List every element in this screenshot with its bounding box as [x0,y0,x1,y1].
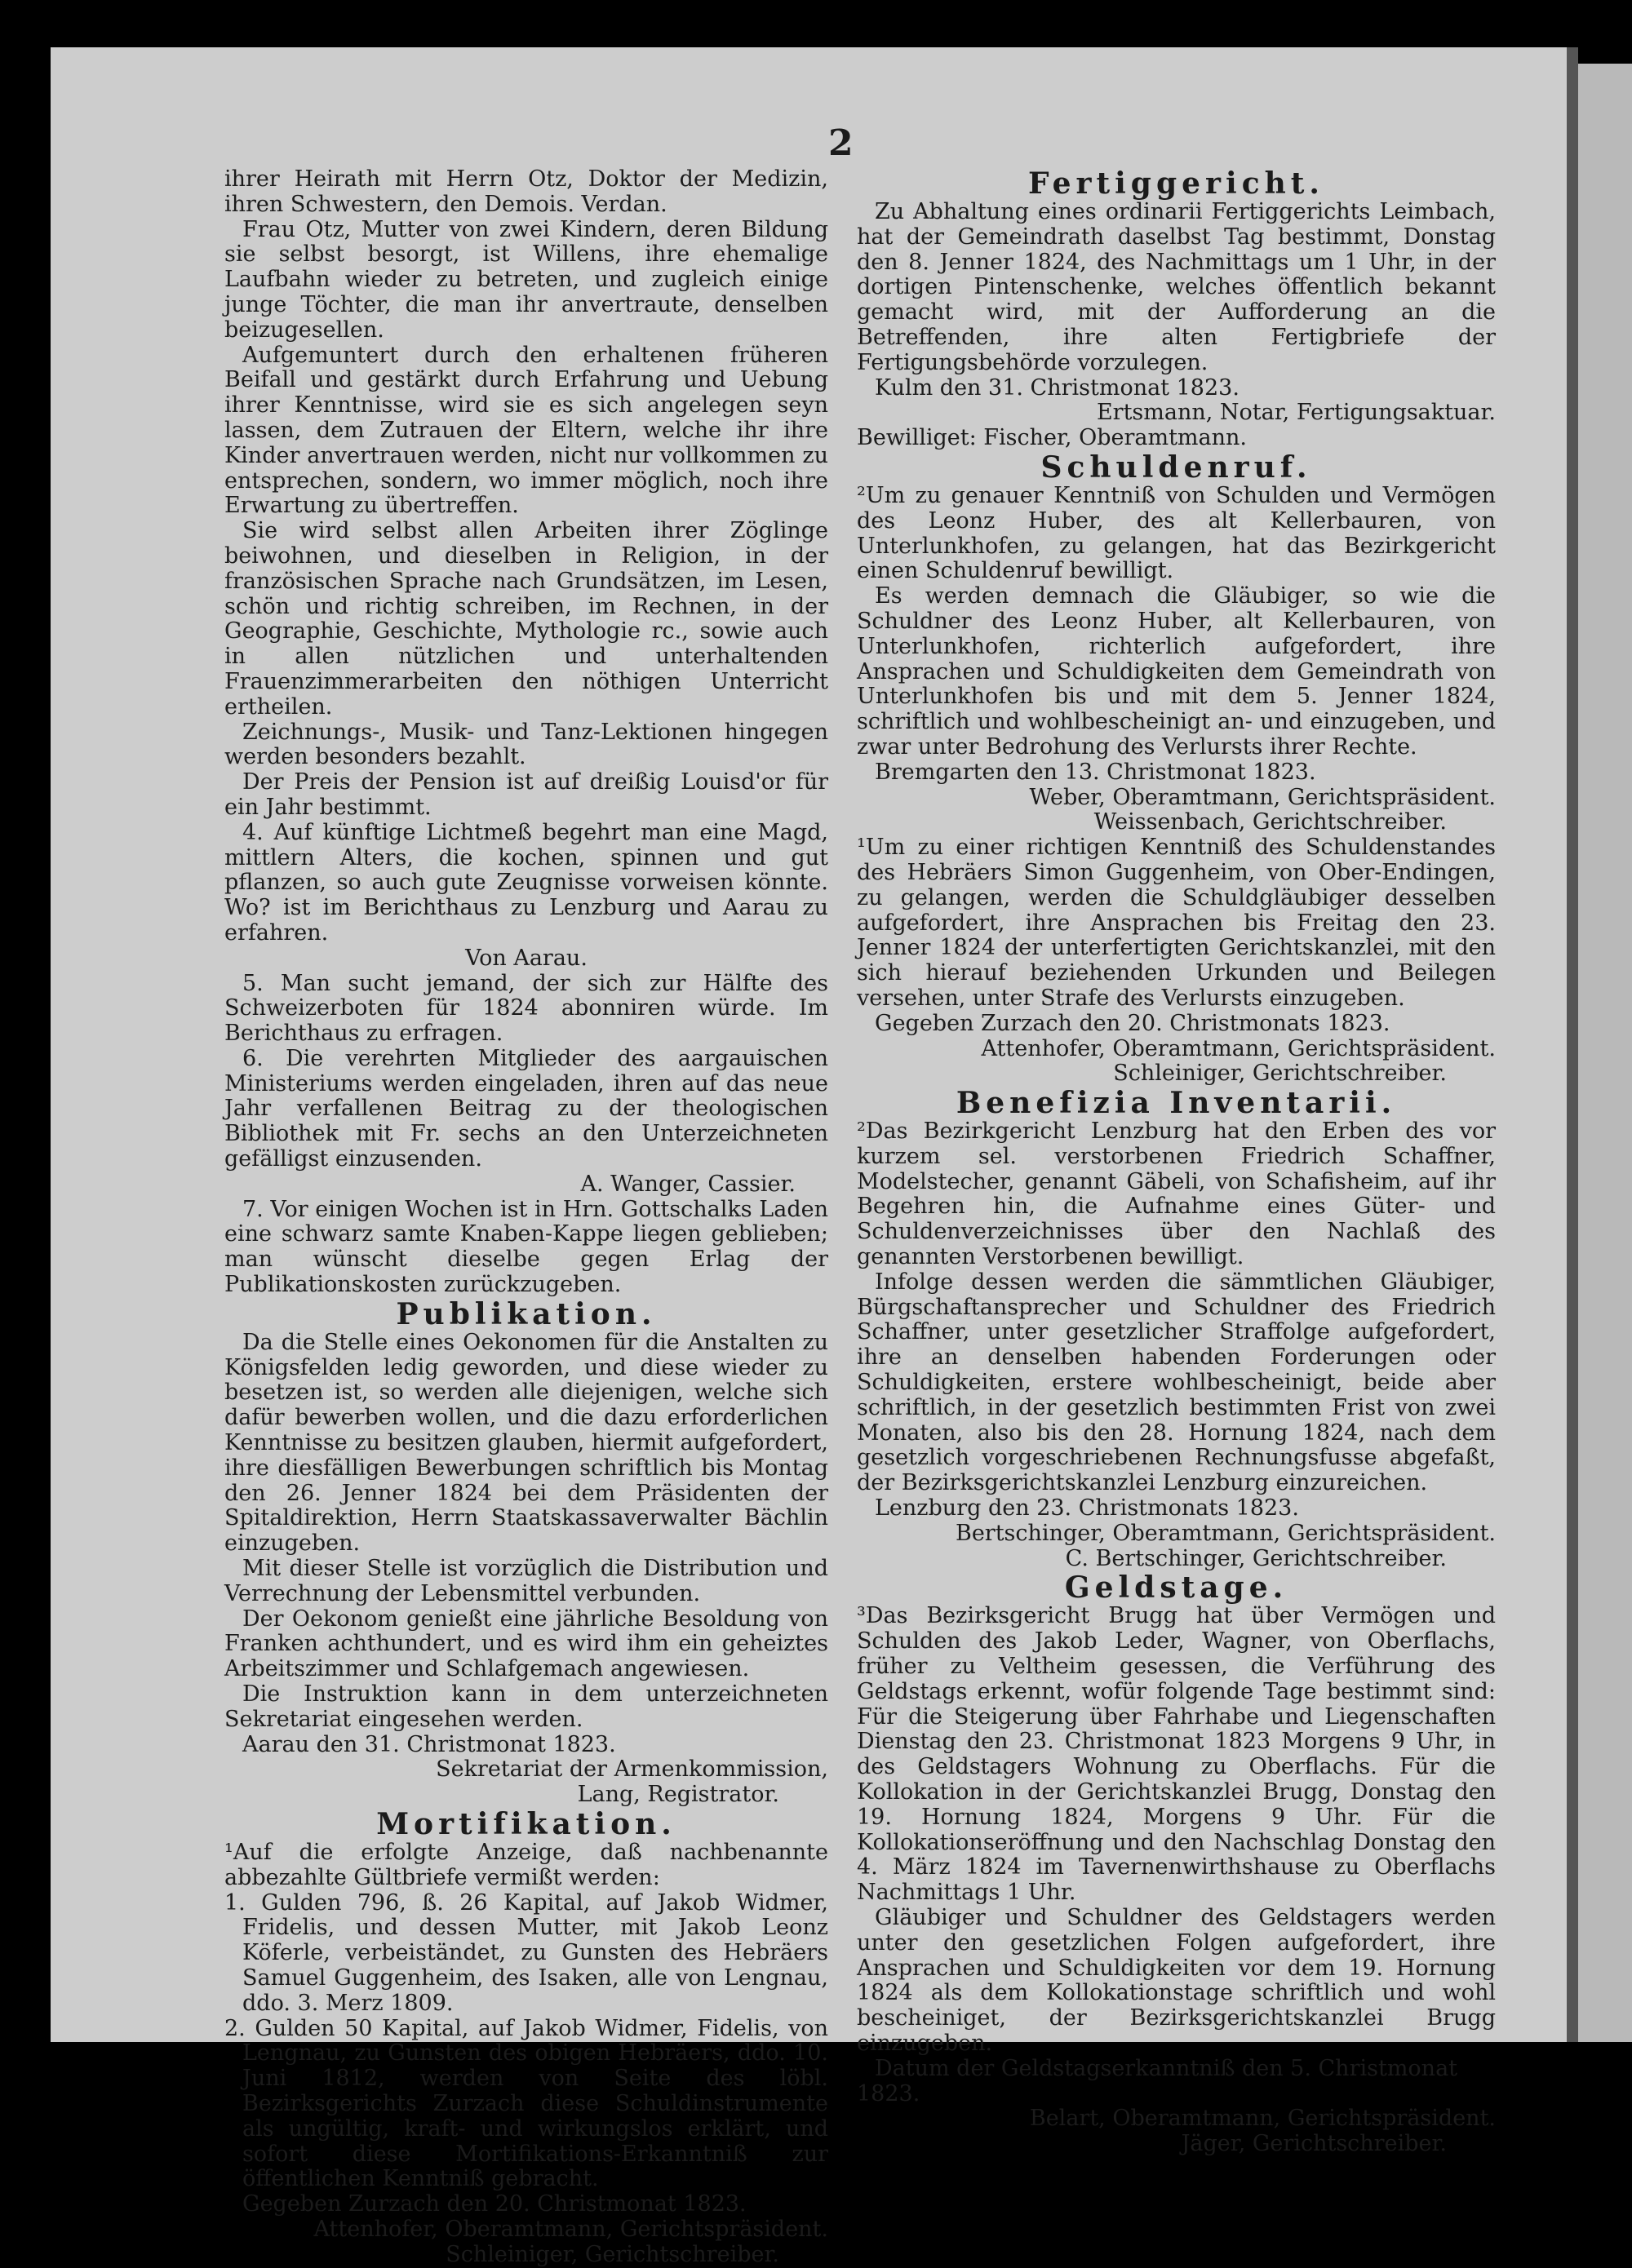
paragraph: ²Um zu genauer Kenntniß von Schulden und Vermögen des Leonz Huber, des alt Kellerbauren, von Unterlunkhofen, zu gelangen, hat das Bezirkgericht einen Schuldenruf bewilligt. [857,482,1496,584]
date-line: Kulm den 31. Christmonat 1823. [875,374,1240,401]
paragraph: ihrer Heirath mit Herrn Otz, Doktor der Medizin, ihren Schwestern, den Demois. Verdan. [224,166,828,217]
adjacent-page-edge [1578,64,1632,2042]
paragraph: Gläubiger und Schuldner des Geldstagers werden unter den gesetzlichen Folgen aufgefordert, ihre Ansprachen und Schuldigkeiten vor dem 19. Hornung 1824 als dem Kollokationstage schriftlich und wohl bescheiniget, der Bezirksgerichtskanzlei Brugg einzugeben. [857,1905,1496,2056]
section-heading-schuldenruf: Schuldenruf. [1040,450,1312,485]
paragraph: ²Das Bezirkgericht Lenzburg hat den Erben des vor kurzem sel. verstorbenen Friedrich Schaffner, Modelstecher, genannt Gäbeli, von Schafisheim, auf ihr Begehren hin, die Aufnahme eines Güter- und Schuldenverzeichnisses über den Nachlaß des genannten Verstorbenen bewilligt. [857,1118,1496,1270]
notice-item-7: 7. Vor einigen Wochen ist in Hrn. Gottschalks Laden eine schwarz samte Knaben-Kappe liegen geblieben; man wünscht dieselbe gegen Erlag der Publikationskosten zurückzugeben. [224,1196,828,1298]
paragraph: Die Instruktion kann in dem unterzeichneten Sekretariat eingesehen werden. [224,1681,828,1732]
left-column [224,167,828,2268]
signature: Jäger, Gerichtschreiber. [1181,2131,1447,2157]
page-number: 2 [828,122,854,164]
section-heading-fertiggericht: Fertiggericht. [1028,166,1324,201]
signature: C. Bertschinger, Gerichtschreiber. [1065,1545,1447,1571]
signature: Sekretariat der Armenkommission, [436,1756,828,1783]
signature: Belart, Oberamtmann, Gerichtspräsident. [1029,2106,1496,2132]
paragraph: ¹Auf die erfolgte Anzeige, daß nachbenannte abbezahlte Gültbriefe vermißt werden: [224,1840,828,1890]
date-line: Lenzburg den 23. Christmonats 1823. [875,1495,1299,1522]
signature: A. Wanger, Cassier. [580,1171,796,1197]
paragraph: Zu Abhaltung eines ordinarii Fertiggerichts Leimbach, hat der Gemeindrath daselbst Tag bestimmt, Donstag den 8. Jenner 1824, des Nachmittags um 1 Uhr, in der dortigen Pintenschenke, welches öffentlich bekannt gemacht wird, mit der Aufforderung an die Betreffenden, ihre alten Fertigbriefe der Fertigungsbehörde vorzulegen. [857,199,1496,375]
signature: Ertsmann, Notar, Fertigungsaktuar. [1096,400,1496,426]
section-subheading: Von Aarau. [465,945,588,971]
list-item: 2. Gulden 50 Kapital, auf Jakob Widmer, Fidelis, von Lengnau, zu Gunsten des obigen Hebräers, ddo. 10. Juni 1812, werden von Seite des löbl. Bezirksgerichts Zurzach diese Schuldinstrumente als ungültig, kraft- und wirkungslos erklärt, und sofort diese Mortifikations-Erkanntniß zur öffentlichen Kenntniß gebracht. [224,2015,828,2192]
paragraph: Aufgemuntert durch den erhaltenen früheren Beifall und gestärkt durch Erfahrung und Uebung ihrer Kenntnisse, wird sie es sich angelegen seyn lassen, dem Zutrauen der Eltern, welche ihr ihre Kinder anvertrauen werden, nicht nur vollkommen zu entsprechen, sondern, wo immer möglich, noch ihre Erwartung zu übertreffen. [224,342,828,519]
notice-item-4: 4. Auf künftige Lichtmeß begehrt man eine Magd, mittlern Alters, die kochen, spinnen und gut pflanzen, so auch gute Zeugnisse vorweisen könnte. Wo? ist im Berichthaus zu Lenzburg und Aarau zu erfahren. [224,819,828,946]
paragraph: ³Das Bezirksgericht Brugg hat über Vermögen und Schulden des Jakob Leder, Wagner, von Oberflachs, früher zu Veltheim gesessen, die Verführung des Geldstags erkennt, wofür folgende Tage bestimmt sind: Für die Steigerung über Fahrhabe und Liegenschaften Dienstag den 23. Christmonat 1823 Morgens 9 Uhr, in des Geldstagers Wohnung zu Oberflachs. Für die Kollokation in der Gerichtskanzlei Brugg, Donstag den 19. Hornung 1824, Morgens 9 Uhr. Für die Kollokationseröffnung und den Nachschlag Donstag den 4. März 1824 im Tavernenwirthshause zu Oberflachs Nachmittags 1 Uhr. [857,1603,1496,1906]
signature: Schleiniger, Gerichtschreiber. [446,2241,779,2267]
signature: Attenhofer, Oberamtmann, Gerichtspräsident. [981,1035,1496,1061]
paragraph: ¹Um zu einer richtigen Kenntniß des Schuldenstandes des Hebräers Simon Guggenheim, von Ober-Endingen, zu gelangen, werden die Schuldgläubiger desselben aufgefordert, ihre Ansprachen bis Freitag den 23. Jenner 1824 der unterfertigten Gerichtskanzlei, mit den sich hierauf beziehenden Urkunden und Beilegen versehen, unter Strafe des Verlursts einzugeben. [857,835,1496,1011]
section-heading-publikation: Publikation. [396,1296,657,1331]
date-line: Gegeben Zurzach den 20. Christmonats 1823. [875,1010,1390,1036]
paragraph: Es werden demnach die Gläubiger, so wie die Schuldner des Leonz Huber, alt Kellerbauren, von Unterlunkhofen, richterlich aufgefordert, ihre Ansprachen und Schuldigkeiten dem Gemeindrath von Unterlunkhofen bis und mit dem 5. Jenner 1824, schriftlich und wohlbescheinigt an- und einzugeben, und zwar unter Bedrohung des Verlursts ihrer Rechte. [857,583,1496,760]
signature: Attenhofer, Oberamtmann, Gerichtspräsident. [313,2216,828,2242]
date-line: Datum der Geldstagserkanntniß den 5. Christmonat 1823. [857,2055,1458,2106]
list-item: 1. Gulden 796, ß. 26 Kapital, auf Jakob Widmer, Fridelis, und dessen Mutter, mit Jakob Leonz Köferle, verbeiständet, zu Gunsten des Hebräers Samuel Guggenheim, des Isaken, alle von Lengnau, ddo. 3. Merz 1809. [224,1889,828,2016]
date-line: Gegeben Zurzach den 20. Christmonat 1823. [242,2191,747,2217]
paragraph: Da die Stelle eines Oekonomen für die Anstalten zu Königsfelden ledig geworden, und diese wieder zu besetzen ist, so werden alle diejenigen, welche sich dafür bewerben wollen, und die dazu erforderlichen Kenntnisse zu besitzen glauben, hiermit aufgefordert, ihre diesfälligen Bewerbungen schriftlich bis Montag den 26. Jenner 1824 bei dem Präsidenten der Spitaldirektion, Herrn Staatskassaverwalter Bächlin einzugeben. [224,1329,828,1557]
notice-item-6: 6. Die verehrten Mitglieder des aargauischen Ministeriums werden eingeladen, ihren auf das neue Jahr verfallenen Beitrag zu der theologischen Bibliothek mit Fr. sechs an den Unterzeichneten gefälligst einzusenden. [224,1045,828,1172]
paragraph: Mit dieser Stelle ist vorzüglich die Distribution und Verrechnung der Lebensmittel verbunden. [224,1556,828,1606]
date-line: Bremgarten den 13. Christmonat 1823. [875,759,1316,785]
paragraph: Frau Otz, Mutter von zwei Kindern, deren Bildung sie selbst besorgt, ist Willens, ihre ehemalige Laufbahn wieder zu betreten, und zugleich einige junge Töchter, die man ihr anvertraute, denselben beizugesellen. [224,216,828,343]
signature: Weber, Oberamtmann, Gerichtspräsident. [1029,784,1496,810]
signature: Bertschinger, Oberamtmann, Gerichtspräsident. [955,1520,1496,1546]
notice-item-5: 5. Man sucht jemand, der sich zur Hälfte des Schweizerboten für 1824 abonniren würde. Im Berichthaus zu erfragen. [224,970,828,1047]
section-heading-mortifikation: Mortifikation. [376,1807,676,1841]
signature: Lang, Registrator. [577,1782,779,1808]
paragraph: Der Preis der Pension ist auf dreißig Louisd'or für ein Jahr bestimmt. [224,769,828,820]
approval-line: Bewilliget: Fischer, Oberamtmann. [857,425,1247,451]
paragraph: Infolge dessen werden die sämmtlichen Gläubiger, Bürgschaftansprecher und Schuldner des Friedrich Schaffner, unter gesetzlicher Straffolge aufgefordert, ihre an denselben habenden Forderungen oder Schuldigkeiten, erstere wohlbescheinigt, beide aber schriftlich, in der gesetzlich bestimmten Frist von zwei Monaten, also bis den 28. Hornung 1824, nach dem gesetzlich vorgeschriebenen Rechnungsfusse abgefaßt, der Bezirksgerichtskanzlei Lenzburg einzureichen. [857,1269,1496,1496]
paragraph: Sie wird selbst allen Arbeiten ihrer Zöglinge beiwohnen, und dieselben in Religion, in der französischen Sprache nach Grundsätzen, im Lesen, schön und richtig schreiben, im Rechnen, in der Geographie, Geschichte, Mythologie rc., sowie auch in allen nützlichen und unterhaltenden Frauenzimmerarbeiten den nöthigen Unterricht ertheilen. [224,518,828,720]
right-column [857,167,1496,2157]
section-heading-geldstage: Geldstage. [1064,1570,1288,1606]
paragraph: Der Oekonom genießt eine jährliche Besoldung von Franken achthundert, und es wird ihm ein geheiztes Arbeitszimmer und Schlafgemach angewiesen. [224,1606,828,1682]
date-line: Aarau den 31. Christmonat 1823. [242,1731,616,1757]
paragraph: Zeichnungs-, Musik- und Tanz-Lektionen hingegen werden besonders bezahlt. [224,719,828,770]
signature: Weissenbach, Gerichtschreiber. [1093,809,1447,835]
section-heading-benefizia: Benefizia Inventarii. [956,1086,1397,1121]
page-binding-shadow [1567,47,1578,2042]
signature: Schleiniger, Gerichtschreiber. [1113,1061,1447,1087]
